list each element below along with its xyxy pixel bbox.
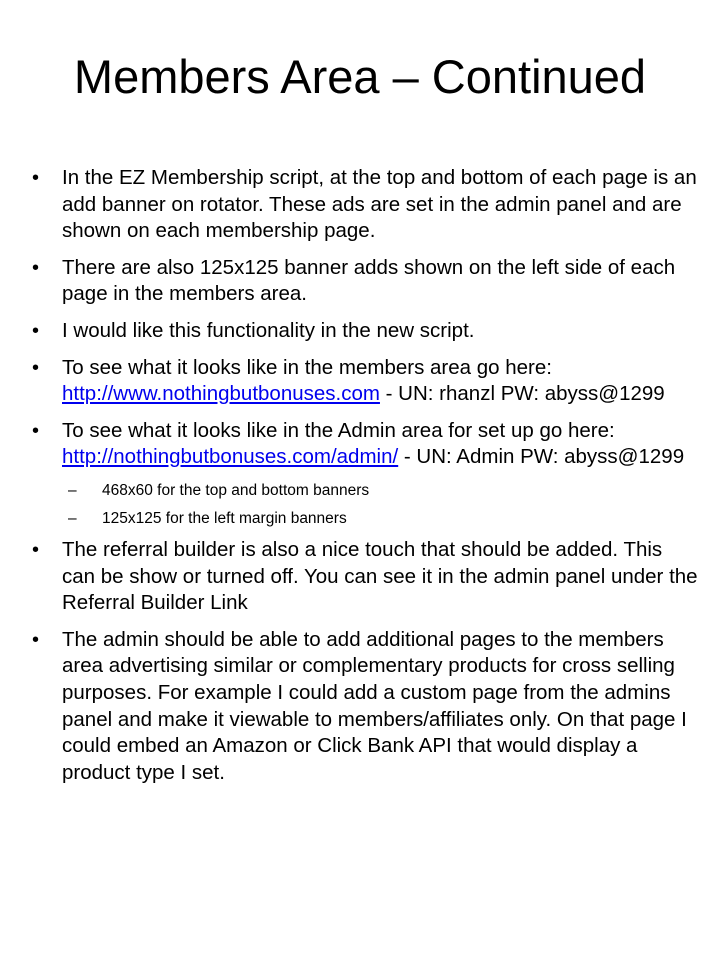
bullet-text-post: - UN: rhanzl PW: abyss@1299	[379, 382, 665, 406]
bullet-text-post: - UN: Admin PW: abyss@1299	[398, 445, 685, 469]
bullet-item	[32, 418, 700, 471]
sub-bullet-item	[32, 481, 700, 501]
bullet-text-pre: To see what it looks like in the Admin area for set up go here:	[62, 418, 615, 442]
bullet-marker: •	[32, 356, 40, 379]
admin-area-link[interactable]: http://nothingbutbonuses.com/admin/	[62, 445, 399, 469]
sub-bullet-text: 125x125 for the left margin banners	[102, 509, 347, 527]
sub-bullet-marker: –	[68, 509, 77, 527]
bullet-marker: •	[32, 167, 40, 189]
bullet-text: I would like this functionality in the new script.	[62, 318, 475, 342]
bullet-text	[62, 356, 665, 406]
bullet-marker: •	[32, 319, 40, 342]
bullet-text: The referral builder is also a nice touch that should be added. This can be show or turned off. You can see it in the admin panel under the Referral Builder Link	[62, 537, 698, 615]
sub-bullet-marker: –	[68, 481, 77, 499]
bullet-item	[32, 627, 700, 787]
bullet-item	[32, 537, 700, 617]
sub-bullet-item	[32, 509, 700, 529]
bullet-marker: •	[32, 538, 40, 561]
bullet-text: There are also 125x125 banner adds shown on the left side of each page in the members area.	[62, 255, 676, 306]
bullet-item	[32, 318, 700, 345]
bullet-item	[32, 255, 700, 308]
bullet-text: The admin should be able to add additional pages to the members area advertising similar or complementary products for cross selling purposes. For example I could add a custom page from the admins panel and make it viewable to members/affiliates only. On that page I could embed an Amazon or Click Bank API that would display a product type I set.	[62, 627, 687, 784]
bullet-list	[32, 165, 700, 796]
members-area-link[interactable]: http://www.nothingbutbonuses.com	[62, 382, 380, 406]
bullet-text-pre: To see what it looks like in the members area go here:	[62, 355, 552, 379]
bullet-marker: •	[32, 628, 40, 651]
sub-bullet-text: 468x60 for the top and bottom banners	[102, 481, 370, 499]
bullet-text: In the EZ Membership script, at the top and bottom of each page is an add banner on rotator. These ads are set in the admin panel and are shown on each membership page.	[62, 166, 697, 243]
bullet-item	[32, 355, 700, 408]
bullet-text	[62, 419, 684, 469]
bullet-marker: •	[32, 256, 40, 279]
bullet-item	[32, 165, 700, 245]
slide-title: Members Area – Continued	[73, 50, 647, 103]
bullet-marker: •	[32, 419, 40, 442]
